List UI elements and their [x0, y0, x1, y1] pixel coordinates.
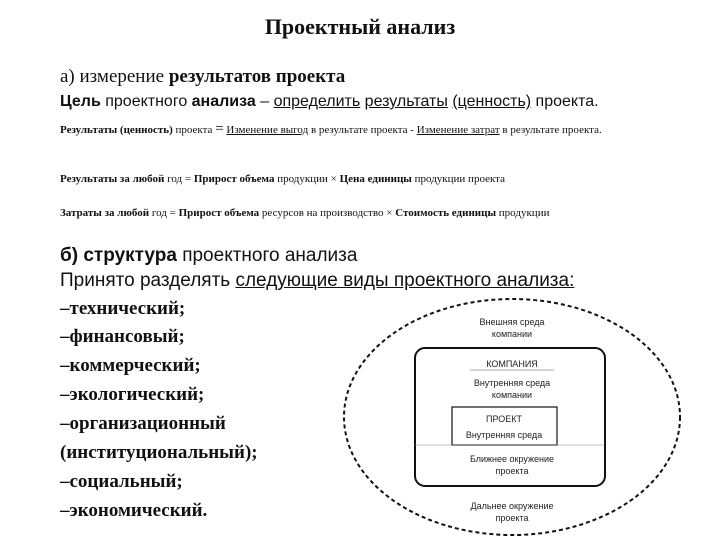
- goal-word: Цель: [60, 93, 101, 110]
- costs-year-bold-2: Прирост объема: [178, 207, 260, 219]
- results-per-year: [60, 173, 505, 185]
- analysis-type-item: –экономический.: [60, 500, 208, 521]
- goal-dash: –: [255, 93, 274, 110]
- outer-env-label-2: компании: [491, 329, 533, 339]
- analysis-type-item: –организационный: [60, 413, 226, 434]
- goal-line: [60, 93, 599, 111]
- costs-year-bold-1: Затраты за любой: [60, 207, 150, 219]
- company-label: КОМПАНИЯ: [486, 359, 538, 369]
- results-year-text-2: продукции ×: [274, 173, 340, 185]
- results-definition: [60, 120, 675, 139]
- section-b-bold: б) структура: [60, 245, 177, 266]
- benefit-change: Изменение выгод: [226, 124, 309, 136]
- results-def-text-2: в результате проекта -: [308, 124, 417, 136]
- accepted-underlined: следующие виды проектного анализа:: [235, 270, 575, 291]
- costs-year-text-2: ресурсов на производство ×: [259, 207, 396, 219]
- costs-year-text-1: год =: [149, 207, 179, 219]
- outer-env-label-1: Внешняя среда: [479, 317, 545, 327]
- inner-env-label-1: Внутренняя среда: [473, 378, 551, 388]
- near-env-label-2: проекта: [495, 466, 529, 476]
- costs-year-text-3: продукции: [496, 207, 550, 219]
- cost-change: Изменение затрат: [416, 124, 500, 136]
- results-def-text-1: проекта: [172, 124, 216, 136]
- analysis-type-item: (институциональный);: [60, 442, 258, 463]
- section-b-heading: [60, 245, 357, 267]
- results-year-bold-1: Результаты за любой: [60, 173, 165, 185]
- goal-determine: определить: [273, 93, 361, 110]
- analysis-type-item: –экологический;: [60, 384, 205, 405]
- far-env-label-2: проекта: [495, 513, 529, 523]
- analysis-type-item: –финансовый;: [60, 326, 185, 347]
- results-year-text-1: год =: [164, 173, 194, 185]
- near-env-label-1: Ближнее окружение: [469, 454, 555, 464]
- results-year-text-3: продукции проекта: [411, 173, 505, 185]
- page-title: Проектный анализ: [264, 14, 456, 39]
- accepted-text: Принято разделять: [60, 270, 236, 291]
- accepted-line: [60, 270, 574, 292]
- project-env-label: Внутренняя среда: [465, 430, 543, 440]
- environment-diagram: [340, 295, 685, 540]
- goal-analysis-word: анализа: [191, 93, 256, 110]
- far-env-label-1: Дальнее окружение: [470, 501, 554, 511]
- costs-year-bold-3: Стоимость единицы: [395, 207, 497, 219]
- section-b-rest: проектного анализа: [176, 245, 358, 266]
- section-a-bold: результатов проекта: [168, 66, 346, 87]
- goal-value: (ценность): [452, 93, 532, 110]
- results-year-bold-3: Цена единицы: [339, 173, 412, 185]
- goal-text-1: проектного: [100, 93, 192, 110]
- goal-results: результаты: [364, 93, 448, 110]
- section-a-heading: [60, 66, 345, 88]
- analysis-type-item: –социальный;: [60, 471, 183, 492]
- analysis-type-item: –технический;: [60, 298, 186, 319]
- results-def-equals: =: [215, 121, 224, 137]
- costs-per-year: [60, 206, 675, 221]
- results-def-bold: Результаты (ценность): [60, 124, 173, 136]
- results-def-text-end: в результате проекта.: [499, 124, 602, 136]
- analysis-type-item: –коммерческий;: [60, 355, 201, 376]
- inner-env-label-2: компании: [491, 390, 533, 400]
- goal-text-end: проекта.: [531, 93, 599, 110]
- results-year-bold-2: Прирост объема: [193, 173, 275, 185]
- project-label: ПРОЕКТ: [485, 414, 523, 424]
- section-a-prefix: а) измерение: [60, 66, 169, 87]
